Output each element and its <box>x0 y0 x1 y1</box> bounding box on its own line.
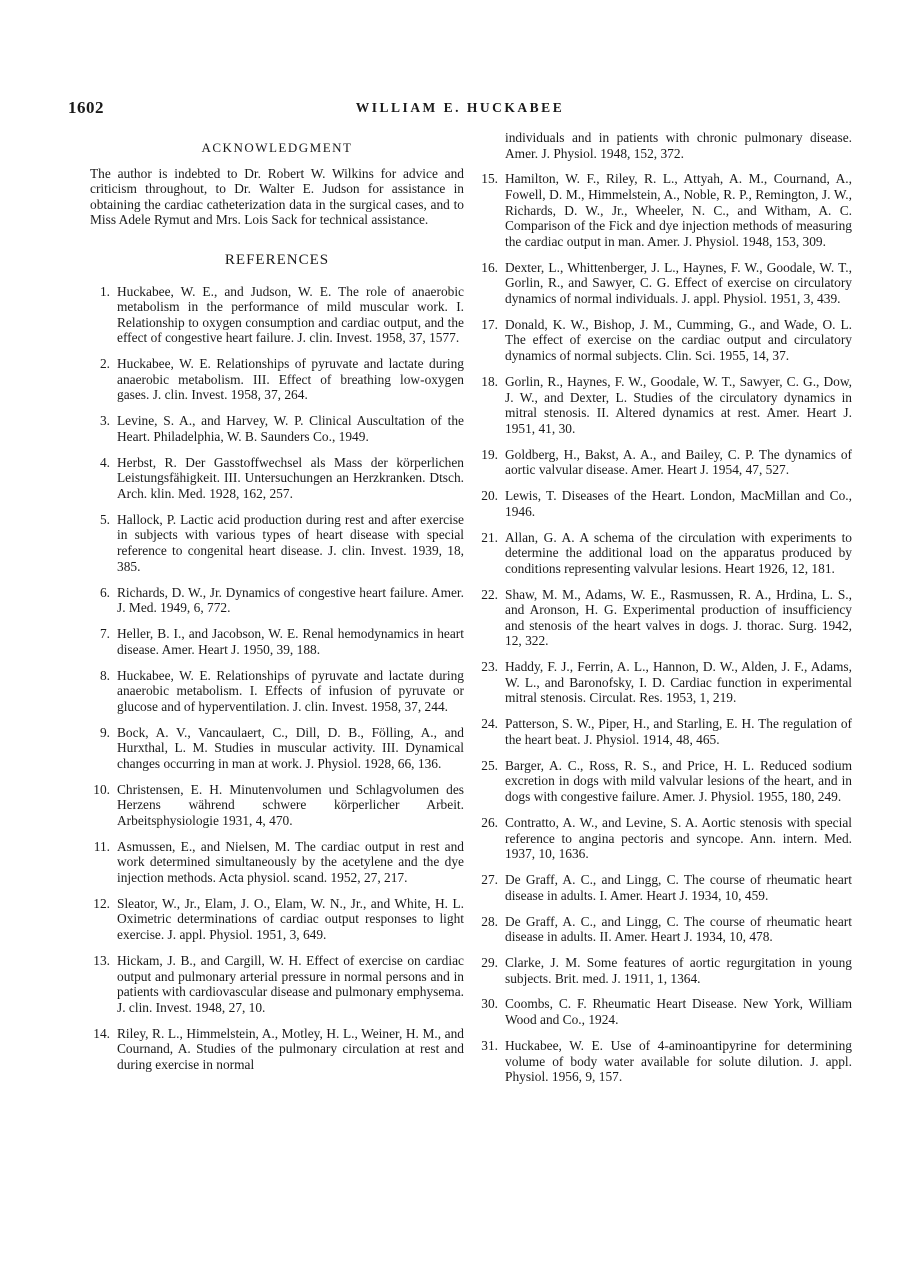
reference-item <box>90 626 464 657</box>
reference-text: Huckabee, W. E. Relationships of pyruvate and lactate during anaerobic metabolism. III. Effect of breathing low-oxygen gases. J. clin. Invest. 1958, 37, 264. <box>117 356 464 403</box>
reference-number: 17. <box>481 316 498 332</box>
reference-text: Richards, D. W., Jr. Dynamics of congestive heart failure. Amer. J. Med. 1949, 6, 772. <box>117 584 464 616</box>
reference-continuation: individuals and in patients with chronic pulmonary disease. Amer. J. Physiol. 1948, 152, 372. <box>505 130 852 161</box>
reference-text: Herbst, R. Der Gasstoffwechsel als Mass der körperlichen Leistungsfähigkeit. III. Untersuchungen an Herzkranken. Dtsch. Arch. klin. Med. 1928, 162, 257. <box>117 454 464 501</box>
reference-text: Christensen, E. H. Minutenvolumen und Schlagvolumen des Herzens während schwere körperlicher Arbeit. Arbeitsphysiologie 1931, 4, 470. <box>117 781 464 828</box>
reference-item <box>478 914 852 945</box>
reference-text: Lewis, T. Diseases of the Heart. London, MacMillan and Co., 1946. <box>505 488 852 519</box>
reference-number: 26. <box>481 814 498 830</box>
reference-item <box>478 996 852 1027</box>
reference-number: 25. <box>481 757 498 773</box>
reference-number: 7. <box>99 626 110 642</box>
reference-item <box>90 953 464 1015</box>
reference-number: 10. <box>93 781 110 797</box>
reference-list-right <box>478 171 852 1084</box>
page-header <box>68 98 852 124</box>
reference-number: 22. <box>481 586 498 602</box>
reference-number: 2. <box>99 356 110 372</box>
reference-item <box>478 872 852 903</box>
reference-text: Riley, R. L., Himmelstein, A., Motley, H. L., Weiner, H. M., and Cournand, A. Studies of the pulmonary circulation at rest and during exercise in normal <box>117 1025 464 1072</box>
reference-number: 24. <box>481 716 498 732</box>
reference-item <box>90 284 464 346</box>
references-title: REFERENCES <box>224 251 330 268</box>
reference-number: 30. <box>481 996 498 1012</box>
reference-text: Bock, A. V., Vancaulaert, C., Dill, D. B., Fölling, A., and Hurxthal, L. M. Studies in muscular activity. III. Dynamical changes occurring in man at work. J. Physiol. 1928, 66, 136. <box>117 724 464 771</box>
reference-number: 29. <box>481 954 498 970</box>
reference-item <box>478 317 852 364</box>
reference-item <box>90 455 464 502</box>
reference-item <box>90 896 464 943</box>
reference-item <box>90 1026 464 1073</box>
reference-number: 16. <box>481 259 498 275</box>
reference-number: 28. <box>481 913 498 929</box>
reference-number: 21. <box>481 529 498 545</box>
reference-text: Gorlin, R., Haynes, F. W., Goodale, W. T., Sawyer, C. G., Dow, J. W., and Dexter, L. Studies of the circulatory dynamics in mitral stenosis. II. Altered dynamics at rest. Amer. Heart J. 1951, 41, 30. <box>505 373 852 436</box>
reference-text: Heller, B. I., and Jacobson, W. E. Renal hemodynamics in heart disease. Amer. Heart J. 1950, 39, 188. <box>117 626 464 657</box>
reference-number: 15. <box>481 171 498 187</box>
acknowledgment-text: The author is indebted to Dr. Robert W. Wilkins for advice and criticism throughout, to Dr. Walter E. Judson for assistance in obtaining the cardiac catheterization data in the surgical cases, and to Miss Adele Rymut and Mrs. Lois Sack for technical assistance. <box>90 165 464 228</box>
reference-item <box>478 447 852 478</box>
reference-number: 18. <box>481 373 498 389</box>
reference-item <box>90 512 464 574</box>
reference-item <box>90 839 464 886</box>
reference-item <box>90 356 464 403</box>
reference-item <box>478 815 852 862</box>
reference-text: Shaw, M. M., Adams, W. E., Rasmussen, R. A., Hrdina, L. S., and Aronson, H. G. Experimental production of insufficiency and stenosis of the heart valves in dogs. J. thorac. Surg. 1942, 12, 322. <box>505 586 852 649</box>
reference-item <box>90 668 464 715</box>
reference-text: Goldberg, H., Bakst, A. A., and Bailey, C. P. The dynamics of aortic valvular disease. Amer. Heart J. 1954, 47, 527. <box>505 446 852 478</box>
page-number: 1602 <box>68 98 104 117</box>
reference-number: 11. <box>93 838 110 854</box>
reference-number: 27. <box>481 872 498 888</box>
reference-text: Sleator, W., Jr., Elam, J. O., Elam, W. N., Jr., and White, H. L. Oximetric determinations of cardiac output responses to light exercise. J. appl. Physiol. 1951, 3, 649. <box>117 895 464 943</box>
reference-number: 8. <box>99 667 110 683</box>
reference-text: Huckabee, W. E. Use of 4-aminoantipyrine for determining volume of body water available for solute dilution. J. appl. Physiol. 1956, 9, 157. <box>505 1037 852 1085</box>
running-head: WILLIAM E. HUCKABEE <box>355 100 565 115</box>
reference-item <box>478 530 852 577</box>
reference-item <box>478 659 852 706</box>
reference-text: Contratto, A. W., and Levine, S. A. Aortic stenosis with special reference to angina pectoris and syncope. Ann. intern. Med. 1937, 10, 1636. <box>505 814 852 862</box>
reference-number: 19. <box>481 446 498 462</box>
reference-item <box>478 587 852 649</box>
reference-text: Haddy, F. J., Ferrin, A. L., Hannon, D. W., Alden, J. F., Adams, W. L., and Baronofsky, I. D. Cardiac function in experimental mitral stenosis. Circulat. Res. 1953, 1, 219. <box>505 659 852 706</box>
reference-item <box>478 758 852 805</box>
reference-item <box>90 725 464 772</box>
reference-number: 23. <box>481 659 498 675</box>
reference-number: 9. <box>99 724 110 740</box>
reference-item <box>478 488 852 519</box>
reference-text: Coombs, C. F. Rheumatic Heart Disease. New York, William Wood and Co., 1924. <box>505 996 852 1028</box>
reference-item <box>90 782 464 829</box>
reference-item <box>478 171 852 249</box>
reference-item <box>478 260 852 307</box>
reference-text: Allan, G. A. A schema of the circulation with experiments to determine the additional load on the apparatus produced by conditions representing valvular lesions. Heart 1926, 12, 181. <box>505 529 852 576</box>
reference-number: 4. <box>99 454 110 470</box>
reference-text: Asmussen, E., and Nielsen, M. The cardiac output in rest and work determined simultaneously by the acetylene and the dye injection methods. Acta physiol. scand. 1952, 27, 217. <box>117 838 464 885</box>
reference-text: Donald, K. W., Bishop, J. M., Cumming, G., and Wade, O. L. The effect of exercise on the cardiac output and circulatory dynamics of normal subjects. Clin. Sci. 1955, 14, 37. <box>505 316 852 364</box>
left-column <box>90 130 464 1083</box>
reference-number: 5. <box>99 511 110 527</box>
reference-text: De Graff, A. C., and Lingg, C. The course of rheumatic heart disease in adults. I. Amer. Heart J. 1934, 10, 459. <box>505 872 852 903</box>
reference-item <box>90 585 464 616</box>
reference-item <box>478 1038 852 1085</box>
reference-text: Hamilton, W. F., Riley, R. L., Attyah, A. M., Cournand, A., Fowell, D. M., Himmelstein, A., Noble, R. P., Remington, J. W., Richards, D. W., Jr., Wheeler, N. C., and Witham, A. C. Comparison of the Fick and dye injection methods of measuring the cardiac output in man. Amer. J. Physiol. 1948, 153, 309. <box>505 171 852 249</box>
reference-item <box>478 955 852 986</box>
reference-text: Levine, S. A., and Harvey, W. P. Clinical Auscultation of the Heart. Philadelphia, W. B. Saunders Co., 1949. <box>117 413 464 444</box>
reference-text: Huckabee, W. E., and Judson, W. E. The role of anaerobic metabolism in the performance of mild muscular work. I. Relationship to oxygen consumption and cardiac output, and the effect of congestive heart failure. J. clin. Invest. 1958, 37, 1577. <box>117 283 464 346</box>
reference-text: Dexter, L., Whittenberger, J. L., Haynes, F. W., Goodale, W. T., Gorlin, R., and Sawyer, C. G. Effect of exercise on circulatory dynamics of normal individuals. J. appl. Physiol. 1951, 3, 439. <box>505 259 852 306</box>
reference-number: 31. <box>481 1037 498 1053</box>
reference-text: De Graff, A. C., and Lingg, C. The course of rheumatic heart disease in adults. II. Amer. Heart J. 1934, 10, 478. <box>505 913 852 945</box>
reference-number: 13. <box>93 952 110 968</box>
reference-text: Hickam, J. B., and Cargill, W. H. Effect of exercise on cardiac output and pulmonary arterial pressure in normal persons and in patients with cardiovascular disease and pulmonary emphysema. J. clin. Invest. 1948, 27, 10. <box>117 952 464 1015</box>
reference-list-left <box>90 284 464 1073</box>
acknowledgment-title: ACKNOWLEDGMENT <box>201 140 353 155</box>
reference-text: Barger, A. C., Ross, R. S., and Price, H. L. Reduced sodium excretion in dogs with mild valvular lesions of the heart, and in dogs with congestive failure. Amer. J. Physiol. 1955, 180, 249. <box>505 757 852 805</box>
reference-number: 14. <box>93 1025 110 1041</box>
reference-text: Huckabee, W. E. Relationships of pyruvate and lactate during anaerobic metabolism. I. Effects of infusion of pyruvate or glucose and of hyperventilation. J. clin. Invest. 1958, 37, 244. <box>117 667 464 714</box>
reference-number: 20. <box>481 488 498 504</box>
right-column <box>478 130 852 1095</box>
reference-number: 12. <box>93 895 110 911</box>
reference-item <box>478 716 852 747</box>
reference-number: 3. <box>99 413 110 429</box>
reference-item <box>478 374 852 436</box>
reference-number: 6. <box>99 584 110 600</box>
reference-text: Patterson, S. W., Piper, H., and Starling, E. H. The regulation of the heart beat. J. Physiol. 1914, 48, 465. <box>505 716 852 747</box>
reference-item <box>90 413 464 444</box>
reference-text: Hallock, P. Lactic acid production during rest and after exercise in subjects with various types of heart disease with special reference to congenital heart disease. J. clin. Invest. 1939, 18, 385. <box>117 511 464 574</box>
reference-text: Clarke, J. M. Some features of aortic regurgitation in young subjects. Brit. med. J. 1911, 1, 1364. <box>505 954 852 986</box>
reference-number: 1. <box>99 283 110 299</box>
